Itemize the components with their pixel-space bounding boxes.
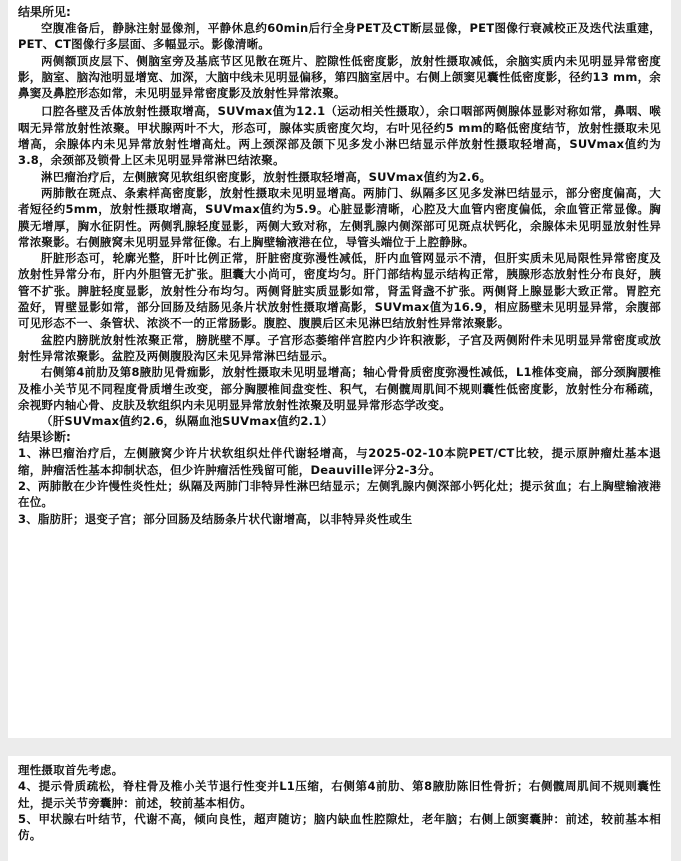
diagnosis-item: 5、甲状腺右叶结节，代谢不高，倾向良性，超声随访；脑内缺血性腔隙灶，老年脑；右侧上颌窦囊肿：前述，较前基本相仿。 (18, 811, 661, 843)
findings-paragraph: 盆腔内膀胱放射性浓聚正常，膀胱壁不厚。子宫形态萎缩伴宫腔内少许积液影，子宫及两侧附件未见明显异常密度或放射性异常浓聚影。盆腔及两侧腹股沟区未见异常淋巴结显示。 (18, 332, 661, 363)
findings-paragraph: 两侧额顶皮层下、侧脑室旁及基底节区见散在斑片、腔隙性低密度影，放射性摄取减低，余脑实质内未见明显异常密度影，脑室、脑沟池明显增宽、加深，大脑中线未见明显偏移，第四脑室居中。右侧上颌窦见囊性低密度影，径约13 mm，余鼻窦及鼻腔形态如常，未见明显异常密度影及放射性异常浓聚。 (18, 53, 661, 101)
diagnosis-item: 4、提示骨质疏松，脊柱骨及椎小关节退行性变并L1压缩，右侧第4前肋、第8腋肋陈旧性骨折；右侧髋周肌间不规则囊性灶，提示关节旁囊肿：前述，较前基本相仿。 (18, 779, 661, 810)
findings-suv-note: （肝SUVmax值约2.6，纵隔血池SUVmax值约2.1） (41, 414, 334, 429)
diagnosis-item: 1、淋巴瘤治疗后，左侧腋窝少许片状软组织灶伴代谢轻增高，与2025-02-10本院PET/CT比较，提示原肿瘤灶基本退缩，肿瘤活性基本抑制状态，但少许肿瘤活性残留可能，Deauville评分2-3分。 (18, 446, 661, 477)
findings-paragraph: 两肺散在斑点、条索样高密度影，放射性摄取未见明显增高。两肺门、纵隔多区见多发淋巴结显示，部分密度偏高，大者短径约5mm，放射性摄取增高，SUVmax值约为5.9。心脏显影清晰，心腔及大血管内密度偏低，余血管正常显像。胸膜无增厚，胸水征阴性。两侧乳腺轻度显影，两侧大致对称，左侧乳腺内侧深部可见斑点状钙化，余腺体未见明显放射性异常浓聚影。右侧腋窝未见明显异常征像。右上胸壁输液港在位，导管头端位于上腔静脉。 (18, 185, 661, 249)
findings-paragraph: 淋巴瘤治疗后，左侧腋窝见软组织密度影，放射性摄取轻增高，SUVmax值约为2.6。 (41, 169, 492, 184)
findings-heading: 结果所见: (18, 5, 71, 19)
findings-paragraph: 右侧第4前肋及第8腋肋见骨痂影，放射性摄取未见明显增高；轴心骨骨质密度弥漫性减低，L1椎体变扁，部分颈胸腰椎及椎小关节见不同程度骨质增生改变，部分胸腰椎间盘变性、积气，右侧髋周肌间不规则囊性低密度影，放射性分布稀疏，余视野内轴心骨、皮肤及软组织内未见明显异常放射性浓聚及明显异常形态学改变。 (18, 365, 661, 412)
findings-paragraph: 口腔各壁及舌体放射性摄取增高，SUVmax值为12.1（运动相关性摄取），余口咽部两侧腺体显影对称如常，鼻咽、喉咽无异常放射性浓聚。甲状腺两叶不大，形态可，腺体实质密度欠均，右叶见径约5 mm的略低密度结节，放射性摄取未见增高，余腺体内未见异常放射性增高灶。两上颈深部及颌下见多发小淋巴结显示伴放射性摄取轻增高，SUVmax值约为3.8，余颈部及锁骨上区未见明显异常淋巴结浓聚。 (18, 104, 661, 168)
report-page-1 (8, 0, 671, 738)
diagnosis-item: 3、脂肪肝；退变子宫；部分回肠及结肠条片状代谢增高，以非特异炎性或生 (18, 511, 413, 526)
report-page-2 (8, 756, 671, 861)
diagnosis-heading: 结果诊断: (18, 430, 71, 445)
findings-paragraph: 肝脏形态可，轮廓光整，肝叶比例正常，肝脏密度弥漫性减低，肝内血管网显示不清，但肝实质未见局限性异常密度及放射性异常分布，肝内外胆管无扩张。胆囊大小尚可，密度均匀。肝门部结构显示结构正常，胰腺形态放射性分布良好，胰管不扩张。脾脏轻度显影，放射性分布均匀。两侧肾脏实质显影如常，肾盂肾盏不扩张。两侧肾上腺显影大致正常。胃腔充盈好，胃壁显影如常，部分回肠及结肠见条片状放射性摄取增高影，SUVmax值为16.9，相应肠壁未见明显异常，余腹部可见形态不一、条管状、浓淡不一的正常肠影。腹腔、腹膜后区未见淋巴结放射性异常浓聚影。 (18, 251, 661, 331)
findings-paragraph: 空腹准备后，静脉注射显像剂，平静休息约60min后行全身PET及CT断层显像，PET图像行衰减校正及迭代法重建，PET、CT图像行多层面、多幅显示。影像清晰。 (18, 21, 661, 52)
diagnosis-continuation: 理性摄取首先考虑。 (18, 763, 124, 777)
diagnosis-item: 2、两肺散在少许慢性炎性灶；纵隔及两肺门非特异性淋巴结显示；左侧乳腺内侧深部小钙化灶；提示贫血；右上胸壁输液港在位。 (18, 479, 661, 510)
